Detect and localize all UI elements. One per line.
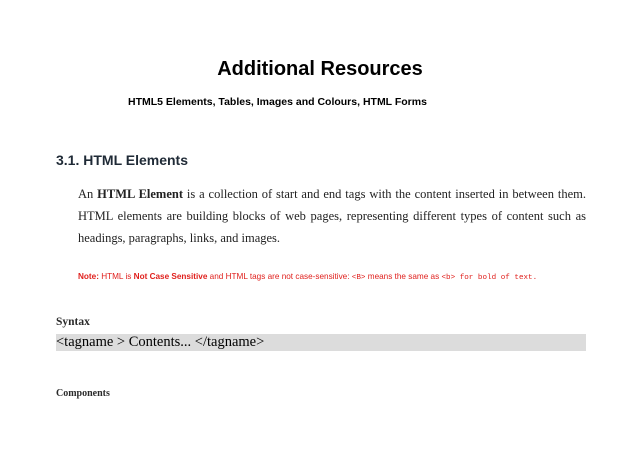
- note-part4: for bold of text.: [455, 274, 538, 282]
- components-label: Components: [56, 388, 110, 399]
- note-text: [78, 270, 578, 285]
- note-emphasis: Not Case Sensitive: [133, 272, 208, 281]
- syntax-label: Syntax: [56, 316, 90, 328]
- note-code-uppercase: <B>: [351, 274, 366, 282]
- note-part2: and HTML tags are not case-sensitive:: [207, 272, 352, 281]
- paragraph-text: is a collection of start and end tags with the content inserted in between them. HTML elements are building blocks of web pages, representing different types of content such as headings, paragraphs, links, and images.: [78, 187, 586, 245]
- paragraph-term: HTML Element: [97, 187, 183, 201]
- note-part1: HTML is: [98, 272, 134, 281]
- section-heading: 3.1. HTML Elements: [56, 152, 189, 168]
- document-subtitle: HTML5 Elements, Tables, Images and Colours, HTML Forms: [128, 96, 427, 108]
- document-title: Additional Resources: [217, 58, 423, 80]
- note-code-lowercase: <b>: [441, 274, 456, 282]
- note-label: Note:: [78, 272, 99, 281]
- section-paragraph: [78, 183, 586, 249]
- paragraph-prefix: An: [78, 187, 98, 201]
- note-part3: means the same as: [365, 272, 442, 281]
- syntax-code-block: <tagname > Contents... </tagname>: [56, 334, 586, 351]
